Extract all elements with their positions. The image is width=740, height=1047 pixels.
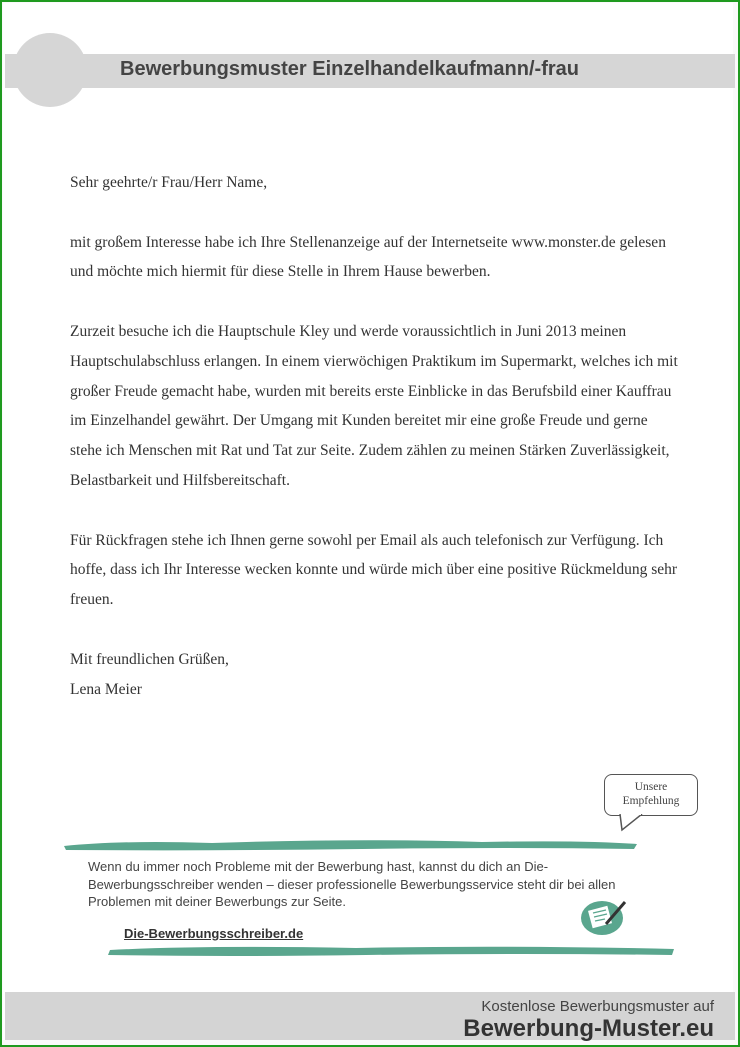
letter-paragraph-2: Zurzeit besuche ich die Hauptschule Kley und werde voraussichtlich in Juni 2013 meinen Hauptschulabschluss erlangen. In einem vierwöchigen Praktikum im Supermarkt, welches ich mit großer Freude gemacht habe, wurden mit bereits erste Einblicke in das Berufsbild einer Kauffrau im Einzelhandel gewährt. Der Umgang mit Kunden bereitet mir eine große Freude und gerne stehe ich Menschen mit Rat und Tat zur Seite. Zudem zählen zu meinen Stärken Zuverlässigkeit, Belastbarkeit und Hilfsbereitschaft.	[70, 322, 678, 489]
bubble-tail	[618, 814, 648, 832]
page-title: Bewerbungsmuster Einzelhandelkaufmann/-frau	[120, 58, 579, 80]
recommendation-text: Wenn du immer noch Probleme mit der Bewerbung hast, kannst du dich an Die-Bewerbungsschreiber wenden – dieser professionelle Bewerbungsservice steht dir bei allen Problemen mit deiner Bewerbungs zur Seite.	[88, 859, 616, 909]
brush-stroke-bottom	[106, 942, 678, 960]
document-pen-icon	[580, 896, 628, 936]
header-circle	[13, 33, 87, 107]
brush-stroke-top	[62, 836, 642, 854]
letter-paragraph-1: mit großem Interesse habe ich Ihre Stellenanzeige auf der Internetseite www.monster.de gelesen und möchte mich hiermit für diese Stelle in Ihrem Hause bewerben.	[70, 233, 666, 281]
bubble-line-1: Unsere	[634, 781, 668, 793]
bewerbungsschreiber-link[interactable]: Die-Bewerbungsschreiber.de	[124, 926, 304, 941]
letter-signature: Lena Meier	[70, 680, 142, 698]
footer-subtitle: Kostenlose Bewerbungsmuster auf	[481, 998, 714, 1015]
recommendation-bubble	[604, 774, 698, 816]
letter-salutation: Sehr geehrte/r Frau/Herr Name,	[70, 174, 268, 191]
letter-closing: Mit freundlichen Grüßen,	[70, 650, 229, 668]
letter-paragraph-3: Für Rückfragen stehe ich Ihnen gerne sowohl per Email als auch telefonisch zur Verfügung. Ich hoffe, dass ich Ihr Interesse wecken konnte und würde mich über eine positive Rückmeldung sehr freuen.	[70, 531, 678, 609]
bubble-line-2: Empfehlung	[622, 795, 680, 807]
letter-body	[70, 168, 680, 704]
footer-brand[interactable]: Bewerbung-Muster.eu	[463, 1015, 714, 1042]
